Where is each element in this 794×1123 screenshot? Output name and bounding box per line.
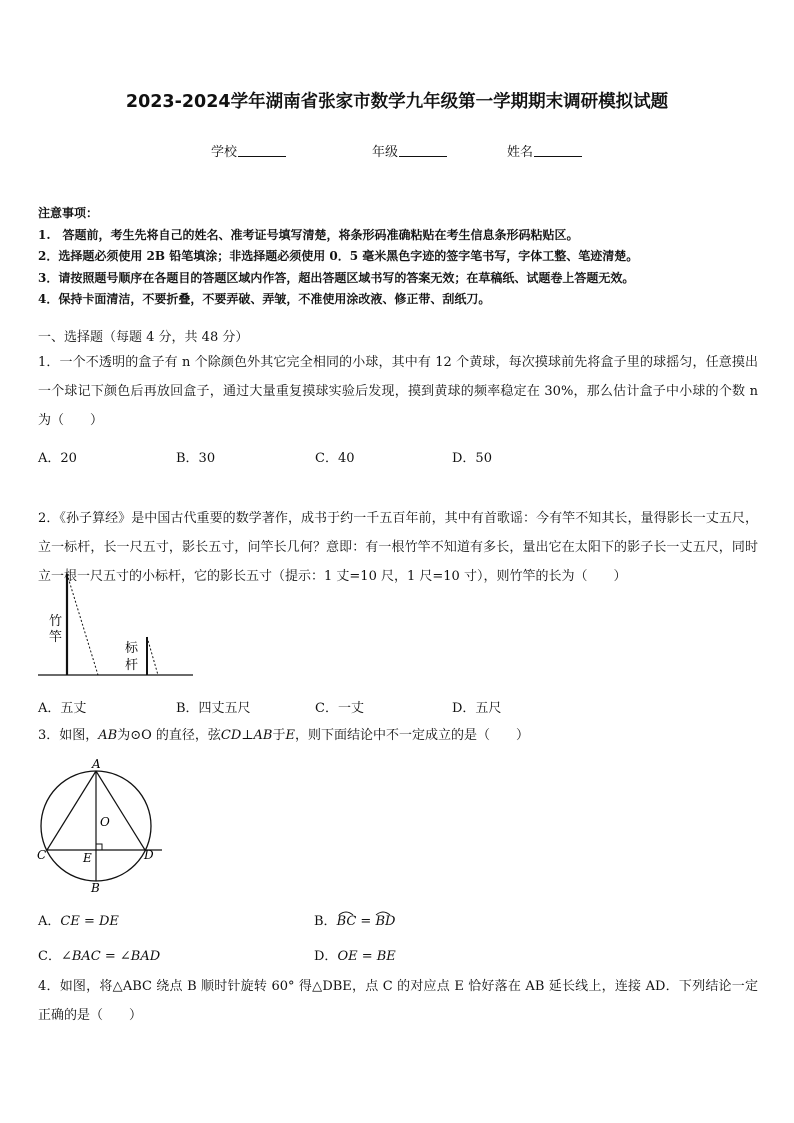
pole-shadow-ray: [67, 574, 98, 675]
rod-label-2: 杆: [125, 658, 139, 673]
segment-ac: [47, 771, 96, 850]
q3-option-b-label: B．: [314, 914, 337, 929]
q1-option-a[interactable]: A．20: [38, 451, 77, 466]
q3-option-a[interactable]: [38, 910, 119, 929]
q3-option-b[interactable]: [314, 910, 395, 929]
pole-label-1: 竹: [49, 614, 63, 629]
question-4-text: 4．如图，将△ABC 绕点 B 顺时针旋转 60° 得△DBE，点 C 的对应点 E 恰好落在 AB 延长线上，连接 AD．下列结论一定正确的是（ ）: [38, 979, 758, 1023]
q2-option-d[interactable]: D．五尺: [452, 701, 502, 716]
school-label: 学校: [211, 145, 238, 160]
bamboo-pole-figure: [36, 570, 196, 680]
school-field: [211, 141, 286, 160]
school-blank[interactable]: [238, 144, 286, 157]
q3-option-d[interactable]: [314, 945, 396, 964]
pole-label-2: 竿: [49, 630, 63, 645]
q3-option-b-expr: [337, 914, 396, 929]
question-1-text: 1．一个不透明的盒子有 n 个除颜色外其它完全相同的小球，其中有 12 个黄球，每次摸球前先将盒子里的球摇匀，任意摸出一个球记下颜色后再放回盒子，通过大量重复摸球实验后发现，摸到黄球的频率稳定在 30%，那么估计盒子中小球的个数 n 为（ ）: [38, 355, 758, 428]
name-field: [507, 141, 582, 160]
rod-label-1: 标: [125, 641, 139, 656]
q3-option-d-label: D．: [314, 949, 338, 964]
page-title: 2023-2024学年湖南省张家市数学九年级第一学期期末调研模拟试题: [125, 92, 669, 112]
q2-option-a[interactable]: A．五丈: [38, 701, 87, 716]
q3-option-c-expr: ∠BAC = ∠BAD: [60, 949, 161, 964]
name-blank[interactable]: [534, 144, 582, 157]
question-2-text: 2．《孙子算经》是中国古代重要的数学著作，成书于约一千五百年前，其中有首歌谣：今有竿不知其长，量得影长一丈五尺，立一标杆，长一尺五寸，影长五寸，问竿长几何？意即：有一根竹竿不知道有多长，量出它在太阳下的影子长一丈五尺，同时立一根一尺五寸的小标杆，它的影长五寸（提示：1 丈=10 尺，1 尺=10 寸），则竹竿的长为（ ）: [38, 511, 758, 584]
q1-option-d[interactable]: D．50: [452, 451, 492, 466]
section-title: 一、选择题（每题 4 分，共 48 分）: [38, 330, 249, 345]
q3-mid2: 于: [272, 728, 286, 743]
notes-item: 1. 答题前，考生先将自己的姓名、准考证号填写清楚，将条形码准确粘贴在考生信息条形码粘贴区。: [38, 227, 579, 242]
question-3-text: [38, 721, 758, 750]
notes-heading: 注意事项：: [38, 206, 99, 220]
q3-cd: CD: [220, 728, 242, 743]
q3-suffix: ，则下面结论中不一定成立的是（ ）: [295, 728, 530, 743]
q2-option-b[interactable]: B．四丈五尺: [176, 701, 251, 716]
name-label: 姓名: [507, 145, 534, 160]
label-c: C: [37, 848, 47, 862]
rod-shadow-ray: [147, 637, 158, 675]
q3-option-a-label: A．: [38, 914, 61, 929]
q3-option-a-expr: CE = DE: [60, 914, 119, 929]
grade-label: 年级: [372, 145, 399, 160]
q1-option-c[interactable]: C．40: [315, 451, 355, 466]
circle-geometry-figure: [34, 756, 169, 896]
q3-prefix: 3．如图，: [38, 728, 99, 743]
notes-item: 2．选择题必须使用 2B 铅笔填涂；非选择题必须使用 0．5 毫米黑色字迹的签字笔书写，字体工整、笔迹清楚。: [38, 249, 639, 263]
label-b: B: [91, 881, 100, 895]
label-d: D: [144, 848, 154, 862]
q3-perp: ⊥: [241, 728, 254, 743]
arc-mark-icon: [338, 910, 354, 916]
q3-option-b-text: BC = BD: [336, 914, 396, 929]
q3-ab2: AB: [253, 728, 273, 743]
q2-option-c[interactable]: C．一丈: [315, 701, 364, 716]
label-a: A: [92, 757, 101, 771]
q3-ab: AB: [98, 728, 118, 743]
notes-item: 3．请按照题号顺序在各题目的答题区域内作答，超出答题区域书写的答案无效；在草稿纸、试题卷上答题无效。: [38, 270, 635, 285]
label-e: E: [83, 851, 92, 865]
notes-item: 4．保持卡面清洁，不要折叠，不要弄破、弄皱，不准使用涂改液、修正带、刮纸刀。: [38, 292, 491, 306]
arc-mark-icon: [375, 910, 391, 916]
q3-option-c-label: C．: [38, 949, 61, 964]
right-angle-mark: [96, 844, 102, 850]
grade-field: [372, 141, 447, 160]
notes-block: [38, 203, 758, 311]
q1-option-b[interactable]: B．30: [176, 451, 216, 466]
q3-e: E: [285, 728, 295, 743]
label-o: O: [100, 815, 110, 829]
segment-ad: [96, 771, 145, 850]
q3-option-d-expr: OE = BE: [337, 949, 396, 964]
q3-option-c[interactable]: [38, 945, 160, 964]
q3-mid1: 为⊙O 的直径，弦: [117, 728, 221, 743]
grade-blank[interactable]: [399, 144, 447, 157]
